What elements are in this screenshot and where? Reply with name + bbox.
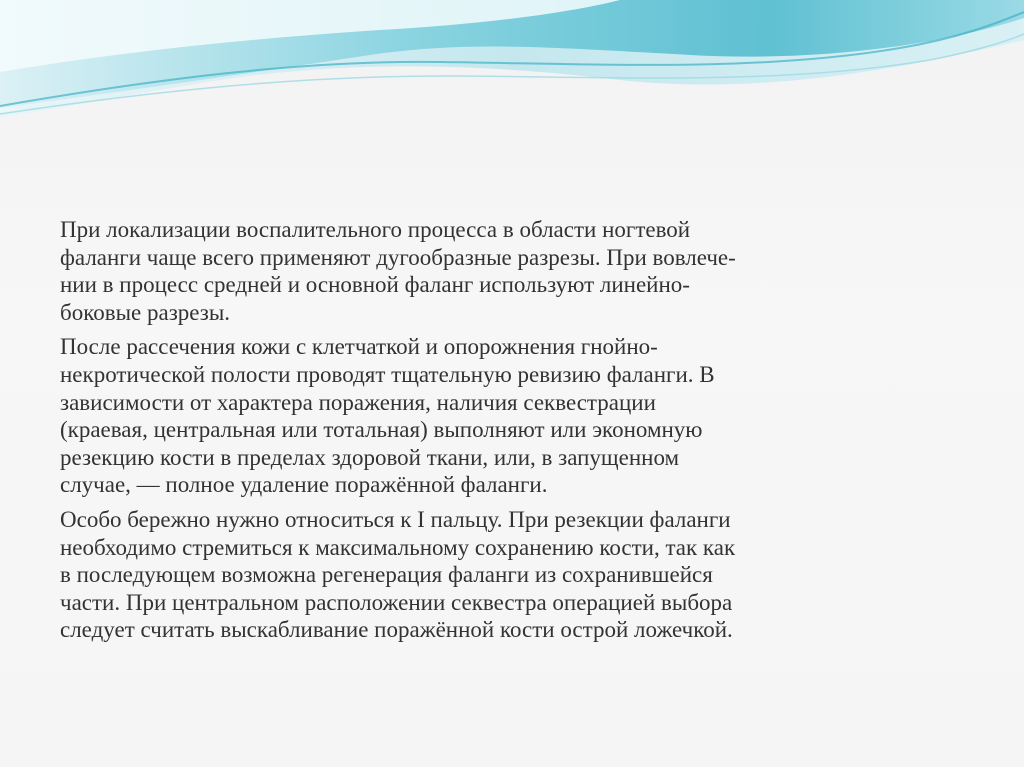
- paragraph-3: Особо бережно нужно относиться к I пальцу. При резекции фаланги необходимо стремиться к максимальному сохранению кости, так как в последующем возможна регенерация фаланги из сохранившейся части. При центральном расположении секвестра операцией выбора следует считать выскабливание поражённой кости острой ложечкой.: [60, 506, 736, 643]
- wave-header-decoration: [0, 0, 1024, 150]
- paragraph-2: После рассечения кожи с клетчаткой и опорожнения гнойно- некротической полости проводят тщательную ревизию фаланги. В зависимости от характера поражения, наличия секвестрации (краевая, центральная или тотальная) выполняют или экономную резекцию кости в пределах здоровой ткани, или, в запущенном случае, — полное удаление поражённой фаланги.: [60, 334, 715, 498]
- paragraph-1: При локализации воспалительного процесса в области ногтевой фаланги чаще всего применяют дугообразные разрезы. При вовлече- нии в процесс средней и основной фаланг используют линейно- боковые разрезы.: [60, 217, 736, 325]
- slide-body: [60, 216, 980, 651]
